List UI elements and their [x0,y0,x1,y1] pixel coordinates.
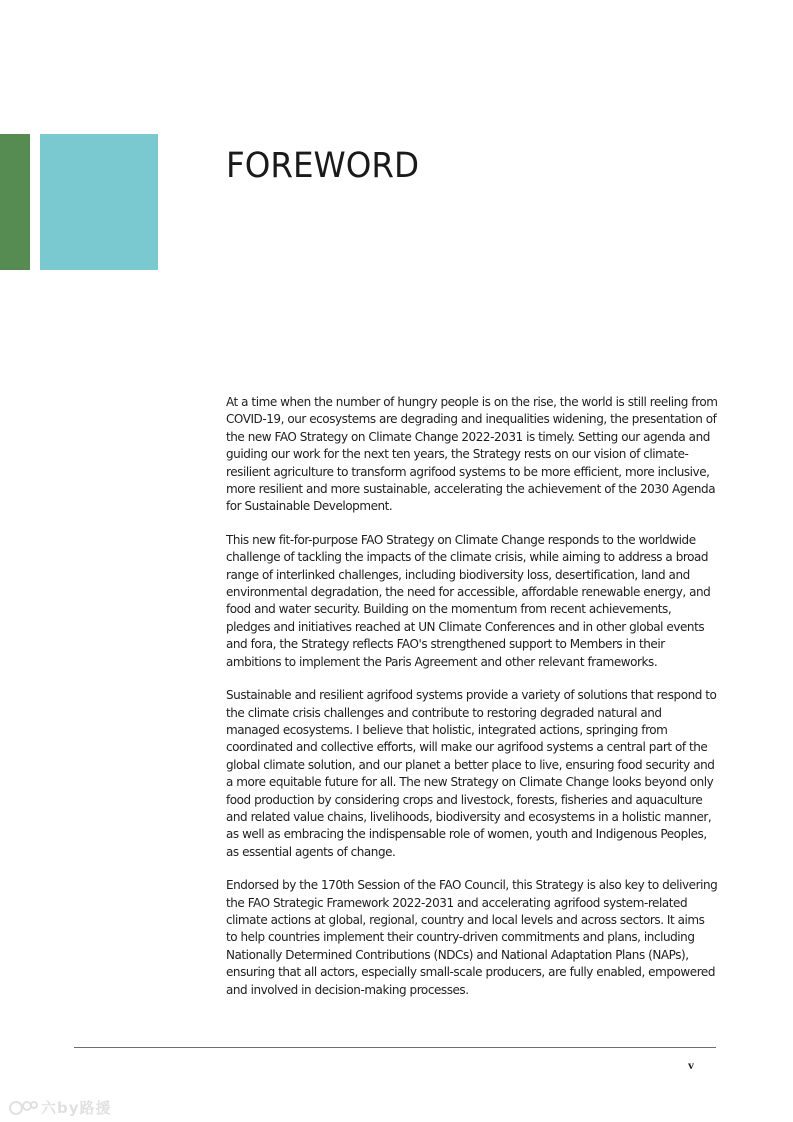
page-title: FOREWORD [226,146,420,186]
decorative-green-block [0,134,30,270]
paragraph-2: This new fit-for-purpose FAO Strategy on Climate Change responds to the worldwide challenge of tackling the impacts of the climate crisis, while aiming to address a broad range of interlinked challenges, including biodiversity loss, desertification, land and environmental degradation, the need for accessible, affordable renewable energy, and food and water security. Building on the momentum from recent achievements, pledges and initiatives reached at UN Climate Conferences and in other global events and fora, the Strategy reflects FAO's strengthened support to Members in their ambitions to implement the Paris Agreement and other relevant frameworks. [226,532,711,669]
decorative-teal-block [40,134,158,270]
foreword-body [226,394,718,1015]
watermark-text: 六by路援 [41,1099,112,1117]
watermark-logo-icon [8,1099,38,1117]
watermark [8,1097,112,1118]
paragraph-4: Endorsed by the 170th Session of the FAO Council, this Strategy is also key to delivering the FAO Strategic Framework 2022-2031 and accelerating agrifood system-related climate actions at global, regional, country and local levels and across sectors. It aims to help countries implement their country-driven commitments and plans, including Nationally Determined Contributions (NDCs) and National Adaptation Plans (NAPs), ensuring that all actors, especially small-scale producers, are fully enabled, empowered and involved in decision-making processes. [226,878,718,997]
page-number: v [688,1058,694,1072]
paragraph-1: At a time when the number of hungry people is on the rise, the world is still reeling from COVID-19, our ecosystems are degrading and inequalities widening, the presentation of the new FAO Strategy on Climate Change 2022-2031 is timely. Setting our agenda and guiding our work for the next ten years, the Strategy rests on our vision of climate-resilient agriculture to transform agrifood systems to be more efficient, more inclusive, more resilient and more sustainable, accelerating the achievement of the 2030 Agenda for Sustainable Development. [226,395,718,514]
footer-divider [74,1047,716,1048]
paragraph-3: Sustainable and resilient agrifood systems provide a variety of solutions that respond to the climate crisis challenges and contribute to restoring degraded natural and managed ecosystems. I believe that holistic, integrated actions, springing from coordinated and collective efforts, will make our agrifood systems a central part of the global climate solution, and our planet a better place to live, ensuring food security and a more equitable future for all. The new Strategy on Climate Change looks beyond only food production by considering crops and livestock, forests, fisheries and aquaculture and related value chains, livelihoods, biodiversity and ecosystems in a holistic manner, as well as embracing the indispensable role of women, youth and Indigenous Peoples, as essential agents of change. [226,688,717,859]
